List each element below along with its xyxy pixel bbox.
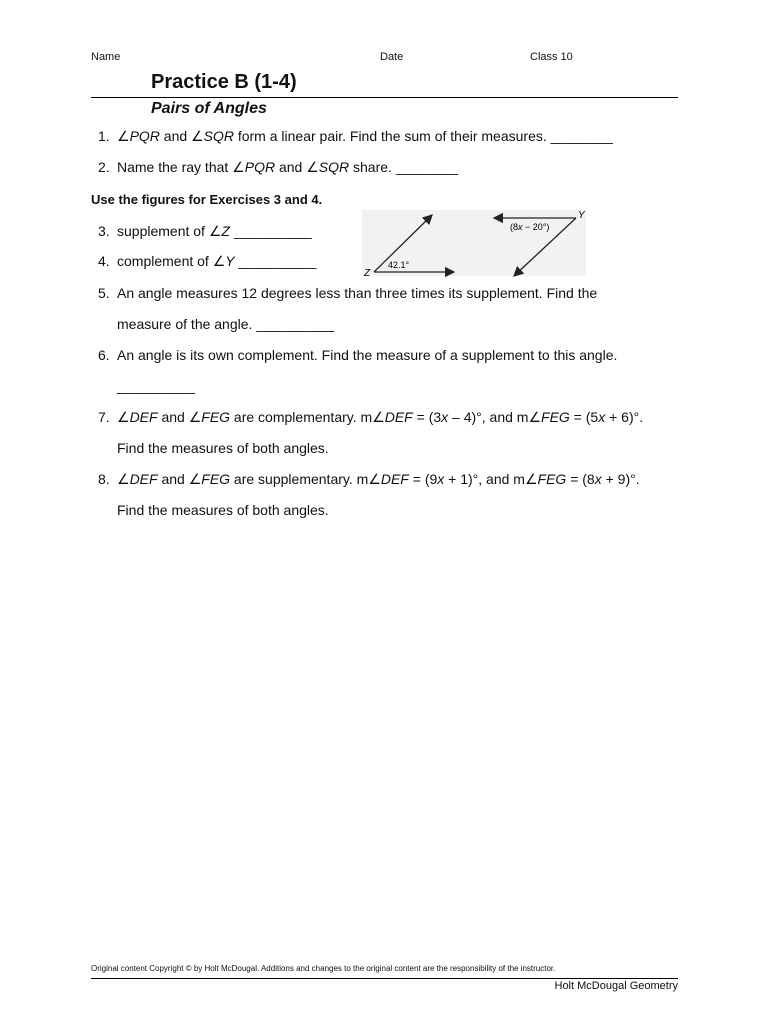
y-angle-measure: (8x − 20°) (510, 222, 550, 232)
copyright-notice: Original content Copyright © by Holt McDougal. Additions and changes to the original content are the responsibility of the instructor. (91, 964, 556, 973)
name-label: Name (91, 51, 121, 63)
date-label: Date (380, 51, 404, 63)
question-6-line1: An angle is its own complement. Find the measure of a supplement to this angle. (117, 347, 618, 363)
question-number: 8. (98, 471, 110, 487)
angle-symbol: ∠ (117, 128, 130, 144)
question-6-line2: __________ (117, 378, 195, 394)
publisher-label: Holt McDougal Geometry (554, 980, 678, 992)
question-5-line2: measure of the angle. __________ (117, 316, 335, 332)
question-number: 1. (98, 128, 110, 144)
vertex-z-label: Z (364, 268, 371, 279)
question-1: ∠PQR and ∠SQR form a linear pair. Find the sum of their measures. ________ (117, 128, 613, 144)
question-number: 4. (98, 253, 110, 269)
question-7-line1: ∠DEF and ∠FEG are complementary. m∠DEF = (3x – 4)°, and m∠FEG = (5x + 6)°. (117, 409, 644, 425)
z-angle-measure: 42.1° (388, 260, 410, 270)
question-5-line1: An angle measures 12 degrees less than three times its supplement. Find the (117, 285, 598, 301)
question-number: 6. (98, 347, 110, 363)
question-number: 2. (98, 159, 110, 175)
question-2: Name the ray that ∠PQR and ∠SQR share. ________ (117, 159, 459, 175)
question-number: 7. (98, 409, 110, 425)
angles-figure (362, 210, 586, 280)
question-7-line2: Find the measures of both angles. (117, 440, 329, 456)
vertex-y-label: Y (578, 210, 585, 221)
question-8-line1: ∠DEF and ∠FEG are supplementary. m∠DEF = (9x + 1)°, and m∠FEG = (8x + 9)°. (117, 471, 640, 487)
question-number: 5. (98, 285, 110, 301)
figures-instruction: Use the figures for Exercises 3 and 4. (91, 192, 323, 207)
page-subtitle: Pairs of Angles (151, 100, 267, 117)
question-number: 3. (98, 223, 110, 239)
class-label: Class 10 (530, 51, 573, 63)
question-3: supplement of ∠Z __________ (117, 223, 312, 239)
footer-divider (91, 978, 678, 979)
page-title: Practice B (1-4) (151, 71, 297, 93)
title-divider (91, 97, 678, 98)
question-4: complement of ∠Y __________ (117, 253, 317, 269)
question-8-line2: Find the measures of both angles. (117, 502, 329, 518)
